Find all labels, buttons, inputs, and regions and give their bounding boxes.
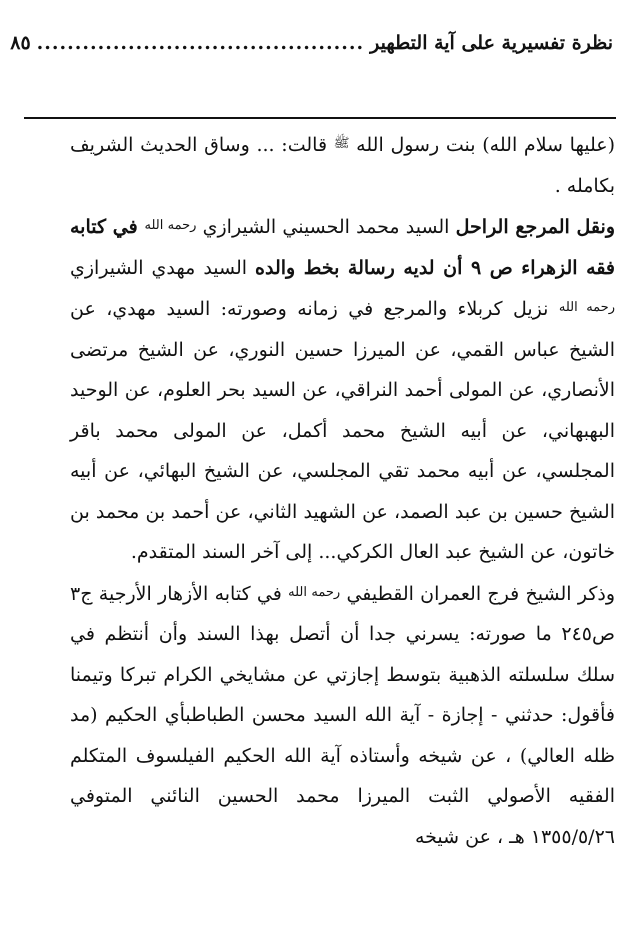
text-segment: قالت: ... وساق الحديث الشريف بكامله . (70, 134, 615, 197)
paragraph (70, 206, 615, 573)
text-segment: أن لديه رسالة بخط والده (255, 256, 463, 279)
honorific-mark: رحمه الله (288, 584, 341, 600)
body-text (70, 124, 615, 857)
honorific-mark: ﷺ (333, 136, 350, 151)
text-segment: ونقل المرجع الراحل (455, 216, 616, 238)
text-segment: في كتابه فقه الزهراء ص ٩ (70, 216, 616, 279)
text-segment: السيد محمد الحسيني الشيرازي (196, 216, 456, 238)
paragraph (70, 124, 615, 206)
running-header (10, 26, 613, 60)
text-segment: (عليها سلام الله) بنت رسول الله (349, 134, 615, 156)
leader-dots: ........................................... (36, 32, 365, 54)
text-segment: وذكر الشيخ فرج العمران القطيفي (340, 582, 615, 605)
text-segment: السيد مهدي الشيرازي (70, 256, 256, 279)
page-number: ٨٥ (10, 32, 31, 54)
text-segment: في كتابه الأزهار الأرجية ج٣ ص٢٤٥ ما صورته: يسرني جدا أن أتصل بهذا السند وأن أنتظم في سلك سلسلته الذهبية بتوسط إجازتي عن مشايخي الكرام تبركا وتيمنا فأقول: حدثني - إجازة - آية الله السيد محسن الطباطبأي الحكيم (مد ظله العالي) ، عن شيخه وأستاذه آية الله الحكيم الفيلسوف المتكلم الفقيه الأصولي الثبت الميرزا محمد الحسين النائني المتوفي ١٣٥٥/٥/٢٦ هـ ، عن شيخه (70, 582, 615, 848)
header-rule (24, 117, 616, 119)
honorific-mark: رحمه الله (558, 300, 615, 315)
paragraph (70, 573, 615, 858)
text-segment: نزيل كربلاء والمرجع في زمانه وصورته: السيد مهدي، عن الشيخ عباس القمي، عن الميرزا حسين النوري، عن الشيخ مرتضى الأنصاري، عن المولى أحمد النراقي، عن السيد بحر العلوم، عن الوحيد البهبهاني، عن أبيه الشيخ محمد أكمل، عن المولى محمد باقر المجلسي، عن أبيه محمد تقي المجلسي، عن الشيخ البهائي، عن أبيه الشيخ حسين بن عبد الصمد، عن الشهيد الثاني، عن أحمد بن محمد بن خاتون، عن الشيخ عبد العال الكركي... إلى آخر السند المتقدم. (70, 298, 615, 563)
running-header-title: نظرة تفسيرية على آية التطهير (370, 32, 613, 54)
honorific-mark: رحمه الله (144, 218, 197, 233)
